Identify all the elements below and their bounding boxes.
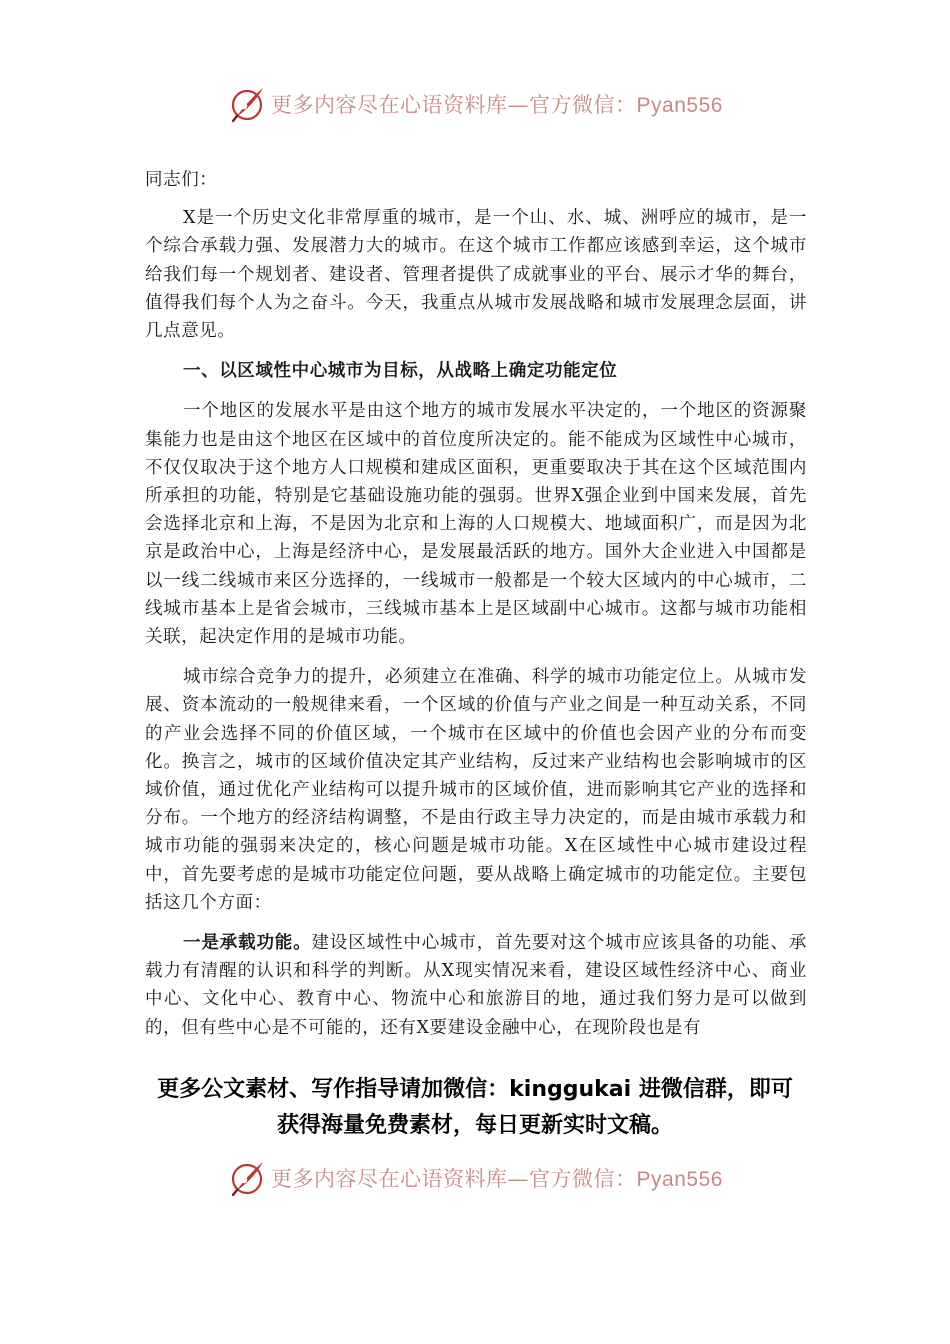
- paragraph-1: 一个地区的发展水平是由这个地方的城市发展水平决定的，一个地区的资源聚集能力也是由这个地区在区域中的首位度所决定的。能不能成为区域性中心城市，不仅仅取决于这个地方人口规模和建成区面积，更重要取决于其在这个区域范围内所承担的功能，特别是它基础设施功能的强弱。世界X强企业到中国来发展，首先会选择北京和上海，不是因为北京和上海的人口规模大、地域面积广，而是因为北京是政治中心，上海是经济中心，是发展最活跃的地方。国外大企业进入中国都是以一线二线城市来区分选择的，一线城市一般都是一个较大区域内的中心城市，二线城市基本上是省会城市，三线城市基本上是区域副中心城市。这都与城市功能相关联，起决定作用的是城市功能。: [145, 401, 807, 648]
- paragraph-3: [145, 929, 807, 1042]
- quill-logo-icon: [227, 84, 267, 124]
- wechat-id: Pyan556: [636, 94, 723, 117]
- document-body: [145, 166, 807, 1054]
- paragraph-3-lead: 一是承载功能。: [183, 933, 312, 954]
- banner-text: 更多内容尽在心语资料库—官方微信：Pyan556: [271, 1167, 723, 1191]
- paragraph-2: 城市综合竞争力的提升，必须建立在准确、科学的城市功能定位上。从城市发展、资本流动的一般规律来看，一个区域的价值与产业之间是一种互动关系，不同的产业会选择不同的价值区域，一个城市在区域中的价值也会因产业的分布而变化。换言之，城市的区域价值决定其产业结构，反过来产业结构也会影响城市的区域价值，通过优化产业结构可以提升城市的区域价值，进而影响其它产业的选择和分布。一个地方的经济结构调整，不是由行政主导力决定的，而是由城市承载力和城市功能的强弱来决定的，核心问题是城市功能。X在区域性中心城市建设过程中，首先要考虑的是城市功能定位问题，要从战略上确定城市的功能定位。主要包括这几个方面：: [145, 667, 807, 913]
- greeting: 同志们：: [145, 170, 218, 190]
- banner-text: 更多内容尽在心语资料库—官方微信：Pyan556: [271, 93, 723, 117]
- footer-banner: [0, 1156, 950, 1200]
- promo-line-1: 更多公文素材、写作指导请加微信：kinggukai 进微信群，即可: [157, 1077, 793, 1102]
- section-heading: 一、以区域性中心城市为目标，从战略上确定功能定位: [183, 361, 618, 382]
- paragraph-3-body: 建设区域性中心城市，首先要对这个城市应该具备的功能、承载力有清醒的认识和科学的判断。从X现实情况来看，建设区域性经济中心、商业中心、文化中心、教育中心、物流中心和旅游目的地，通过我们努力是可以做到的，但有些中心是不可能的，还有X要建设金融中心，在现阶段也是有: [145, 933, 807, 1038]
- wechat-id: Pyan556: [636, 1168, 723, 1191]
- intro-paragraph: X是一个历史文化非常厚重的城市，是一个山、水、城、洲呼应的城市，是一个综合承载力强、发展潜力大的城市。在这个城市工作都应该感到幸运，这个城市给我们每一个规划者、建设者、管理者提供了成就事业的平台、展示才华的舞台，值得我们每个人为之奋斗。今天，我重点从城市发展战略和城市发展理念层面，讲几点意见。: [145, 208, 807, 342]
- promo-notice: [100, 1072, 850, 1144]
- header-banner: [0, 82, 950, 126]
- quill-logo-icon: [227, 1158, 267, 1198]
- promo-line-2: 获得海量免费素材，每日更新实时文稿。: [276, 1113, 673, 1138]
